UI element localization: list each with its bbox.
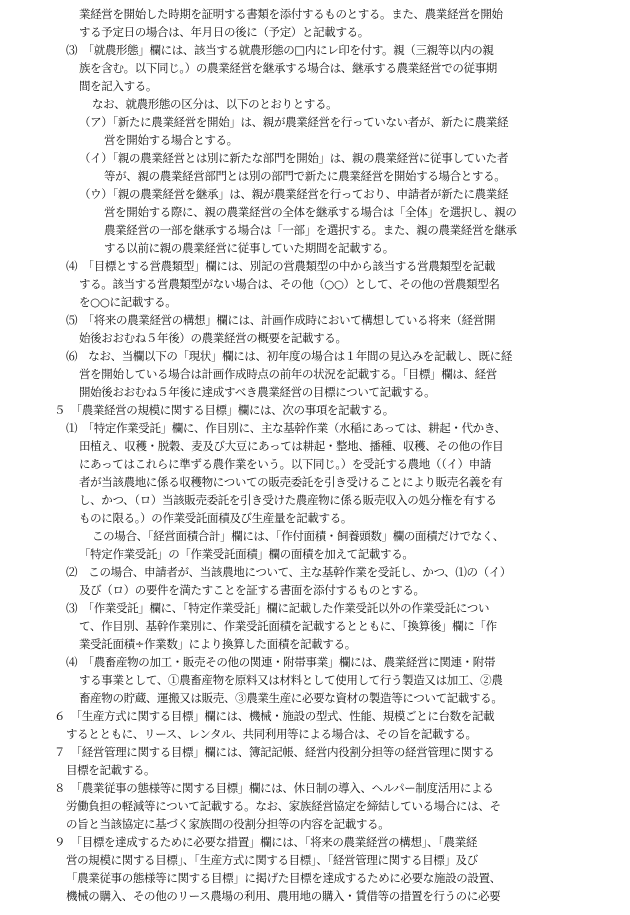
text-line: ⑴ 「特定作業受託」欄に、作目別に、主な基幹作業（水稲にあっては、耕起・代かき、 <box>66 421 506 435</box>
text-line: 業受託面積÷作業数」により換算した面積を記載する。 <box>79 637 356 651</box>
text-line: （ア）「新たに農業経営を開始」は、親が農業経営を行っていない者が、新たに農業経 <box>79 115 509 129</box>
text-line: 営を開始する場合とする。 <box>104 133 238 147</box>
text-line: 開始後おおむね５年後に達成すべき農業経営の目標について記載する。 <box>79 385 436 399</box>
text-line: ⑵ この場合、申請者が、当該農地について、主な基幹作業を受託し、かつ、⑴の（イ） <box>66 565 512 579</box>
text-line: する事業として、①農畜産物を原料又は材料として使用して行う製造又は加工、②農 <box>79 673 503 687</box>
text-line: ⑷ 「農畜産物の加工・販売その他の関連・附帯事業」欄には、農業経営に関連・附帯 <box>66 655 496 669</box>
text-line: する予定日の場合は、年月日の後に（予定）と記載する。 <box>79 25 369 39</box>
text-line: 及び（ロ）の要件を満たすことを証する書面を添付するものとする。 <box>79 583 425 597</box>
text-line: 営を開始する際に、親の農業経営の全体を継承する場合は「全体」を選択し、親の <box>104 205 517 219</box>
text-line: ９ 「目標を達成するために必要な措置」欄には、「将来の農業経営の構想」、「農業経 <box>54 835 477 849</box>
text-line: 営を開始している場合は計画作成時点の前年の状況を記載する。「目標」欄は、経営 <box>79 367 497 381</box>
text-line: ⑷ 「目標とする営農類型」欄には、別記の営農類型の中から該当する営農類型を記載 <box>66 259 496 273</box>
text-line: 間を記入する。 <box>79 79 158 93</box>
text-line: 業経営を開始した時期を証明する書類を添付するものとする。また、農業経営を開始 <box>79 7 503 21</box>
text-line: ⑹ なお、当欄以下の「現状」欄には、初年度の場合は１年間の見込みを記載し、既に経 <box>66 349 512 363</box>
text-line: ７ 「経営管理に関する目標」欄には、簿記記帳、経営内役割分担等の経営管理に関する <box>54 745 495 759</box>
text-line: 労働負担の軽減等について記載する。なお、家族経営協定を締結している場合には、そ <box>66 799 501 813</box>
text-line: この場合、「経営面積合計」欄には、「作付面積・飼養頭数」欄の面積だけでなく、 <box>92 529 504 543</box>
text-line: する以前に親の農業経営に従事していた期間を記載する。 <box>104 241 394 255</box>
text-line: 農業経営の一部を継承する場合は「一部」を選択する。また、親の農業経営を継承 <box>104 223 517 237</box>
text-line: （イ）「親の農業経営とは別に新たな部門を開始」は、親の農業経営に従事していた者 <box>79 151 509 165</box>
text-line: て、作目別、基幹作業別に、作業受託面積を記載するとともに、「換算後」欄に「作 <box>79 619 497 633</box>
text-line: 機械の購入、その他のリース農場の利用、農用地の購入・賃借等の措置を行うのに必要 <box>66 889 501 903</box>
text-line: 畜産物の貯蔵、運搬又は販売、③農業生産に必要な資材の製造等について記載する。 <box>79 691 503 705</box>
text-line: ⑶ 「就農形態」欄には、該当する就農形態の□内にレ印を付す。親（三親等以内の親 <box>66 43 494 57</box>
text-line: 目標を記載する。 <box>66 763 156 777</box>
text-line: する。該当する営農類型がない場合は、その他（○○）として、その他の営農類型名 <box>79 277 500 291</box>
text-line: 等が、親の農業経営部門とは別の部門で新たに農業経営を開始する場合とする。 <box>104 169 506 183</box>
text-line: 「農業従事の態様等に関する目標」に掲げた目標を達成するために必要な施設の設置、 <box>66 871 501 885</box>
text-line: を○○に記載する。 <box>79 295 177 309</box>
text-line: 「特定作業受託」の「作業受託面積」欄の面積を加えて記載する。 <box>79 547 414 561</box>
text-line: ものに限る。）の作業受託面積及び生産量を記載する。 <box>79 511 352 525</box>
text-line: の旨と当該協定に基づく家族間の役割分担等の内容を記載する。 <box>66 817 390 831</box>
text-line: （ウ）「親の農業経営を継承」は、親が農業経営を行っており、申請者が新たに農業経 <box>79 187 509 201</box>
text-line: ６ 「生産方式に関する目標」欄には、機械・施設の型式、性能、規模ごとに台数を記載 <box>54 709 495 723</box>
text-line: し、かつ、（ロ）当該販売委託を引き受けた農産物に係る販売収入の処分権を有する <box>79 493 497 507</box>
text-line: なお、就農形態の区分は、以下のとおりとする。 <box>92 97 338 111</box>
text-line: ⑸ 「将来の農業経営の構想」欄には、計画作成時において構想している将来（経営開 <box>66 313 496 327</box>
text-line: するとともに、リース、レンタル、共同利用等による場合は、その旨を記載する。 <box>66 727 477 741</box>
text-line: ５ 「農業経営の規模に関する目標」欄には、次の事項を記載する。 <box>54 403 394 417</box>
text-line: ⑶ 「作業受託」欄に、「特定作業受託」欄に記載した作業受託以外の作業受託につい <box>66 601 490 615</box>
text-line: 田植え、収穫・脱穀、麦及び大豆にあっては耕起・整地、播種、収穫、その他の作目 <box>79 439 504 453</box>
text-line: 族を含む。以下同じ。）の農業経営を継承する場合は、継承する農業経営での従事期 <box>79 61 497 75</box>
text-line: 始後おおむね５年後）の農業経営の概要を記載する。 <box>79 331 347 345</box>
text-line: 営の規模に関する目標」、「生産方式に関する目標」、「経営管理に関する目標」及び <box>66 853 478 867</box>
text-line: 者が当該農地に係る収穫物についての販売委託を引き受けることにより販売名義を有 <box>79 475 503 489</box>
text-line: にあってはこれらに準ずる農作業をいう。以下同じ。）を受託する農地（（イ）申請 <box>79 457 492 471</box>
text-line: ８ 「農業従事の態様等に関する目標」欄には、休日制の導入、ヘルパー制度活用による <box>54 781 494 795</box>
